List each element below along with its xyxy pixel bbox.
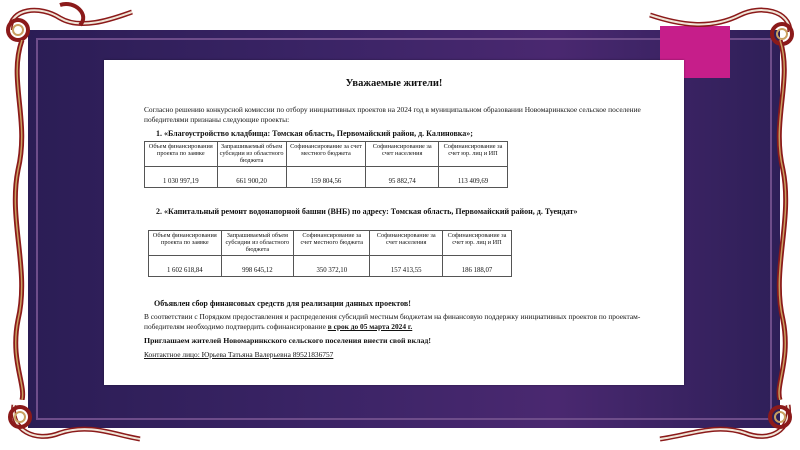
scroll-ornament-bottom-left-icon: [0, 395, 150, 450]
table-header-cell: Софинансирование за счет населения: [366, 142, 439, 167]
table-header-cell: Объем финансирования проекта по заявке: [149, 231, 222, 256]
contact-person: Контактное лицо: Юрьева Татьяна Валерьевна 89521836757: [144, 350, 334, 359]
table-header-cell: Софинансирование за счет местного бюджета: [286, 142, 366, 167]
table-header-cell: Запрашиваемый объем субсидии из областного бюджета: [221, 231, 294, 256]
announcement-document: [104, 60, 684, 385]
table-value-cell: 157 413,55: [370, 255, 443, 276]
table-header-cell: Софинансирование за счет юр. лиц и ИП: [443, 231, 512, 256]
table-value-cell: 113 409,69: [439, 166, 508, 187]
project-2-title: 2. «Капитальный ремонт водонапорной башни (ВНБ) по адресу: Томская область, Первомайский район, д. Туендат»: [156, 207, 578, 216]
fundraising-heading: Объявлен сбор финансовых средств для реализации данных проектов!: [154, 299, 411, 308]
document-title: Уважаемые жители!: [345, 78, 443, 89]
table-header-cell: Софинансирование за счет местного бюджета: [294, 231, 370, 256]
table-value-cell: 661 900,20: [217, 166, 286, 187]
project-1-finance-table: [144, 141, 508, 188]
deadline-text: в срок до 05 марта 2024 г.: [327, 321, 413, 331]
table-value-cell: 159 804,56: [286, 166, 366, 187]
scroll-ornament-right-icon: [765, 40, 800, 400]
table-value-cell: 95 882,74: [366, 166, 439, 187]
table-value-cell: 350 372,10: [294, 255, 370, 276]
table-value-cell: 1 602 618,84: [149, 255, 222, 276]
rules-text: В соответствии с Порядком предоставления и распределения субсидий местным бюджетам на финансовую поддержку инициативных проектов по проектам-победителям необходимо подтвердить софинансирование: [144, 312, 641, 331]
project-1-title: 1. «Благоустройство кладбища: Томская область, Первомайский район, д. Калиновка»;: [156, 129, 473, 138]
table-value-cell: 998 645,12: [221, 255, 294, 276]
table-header-cell: Софинансирование за счет юр. лиц и ИП: [439, 142, 508, 167]
table-value-cell: 1 030 997,19: [145, 166, 218, 187]
intro-paragraph: Согласно решению конкурсной комиссии по отбору инициативных проектов на 2024 год в муниципальном образовании Новомаринкское сельское поселение победителями признаны следующие проекты:: [144, 105, 641, 124]
invitation-text: Приглашаем жителей Новомаринкского сельского поселения внести свой вклад!: [144, 336, 431, 345]
table-header-cell: Софинансирование за счет населения: [370, 231, 443, 256]
scroll-ornament-bottom-right-icon: [650, 395, 800, 450]
table-value-cell: 186 188,07: [443, 255, 512, 276]
scroll-ornament-left-icon: [0, 40, 40, 400]
table-header-cell: Запрашиваемый объем субсидии из областного бюджета: [217, 142, 286, 167]
table-header-cell: Объем финансирования проекта по заявке: [145, 142, 218, 167]
project-2-finance-table: [148, 230, 512, 277]
rules-paragraph: [144, 312, 676, 332]
